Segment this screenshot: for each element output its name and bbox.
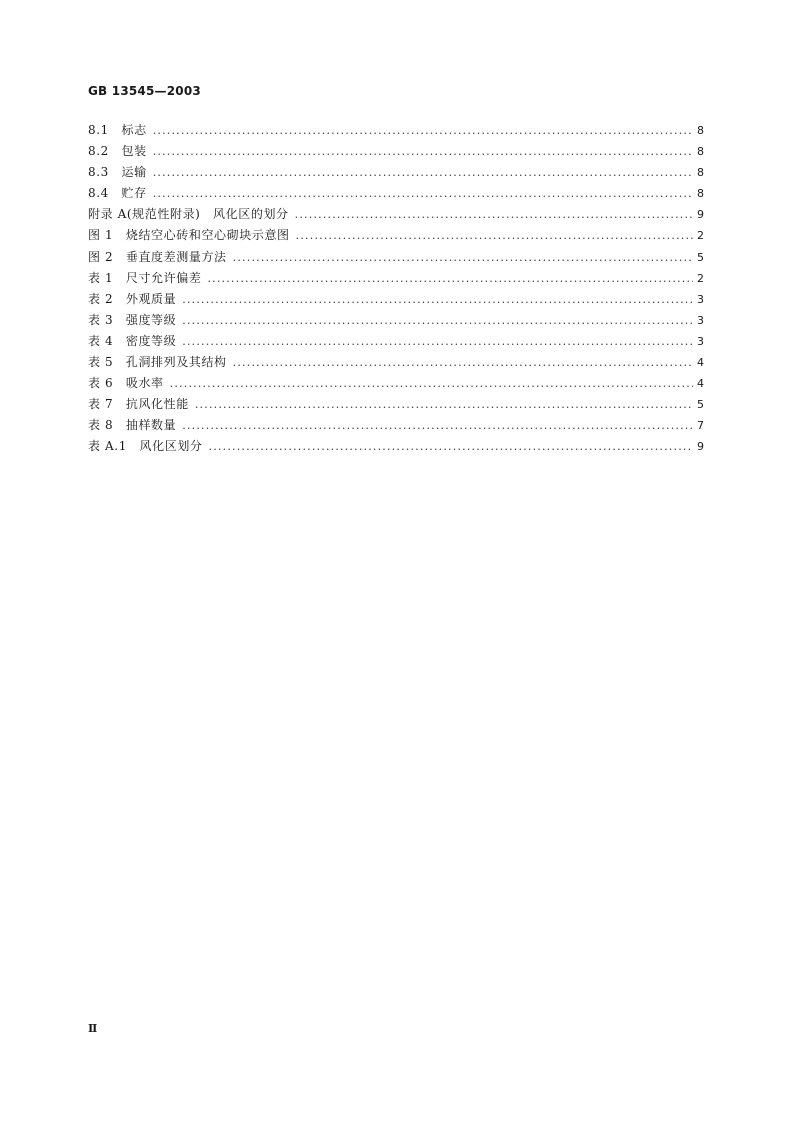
toc-entry-page-number: 3 (697, 292, 704, 306)
page-number: Ⅱ (88, 1022, 98, 1035)
toc-entry-page-number: 8 (697, 124, 704, 137)
toc-entry-title: 表 6 吸水率 (88, 376, 164, 391)
toc-entry[interactable] (88, 225, 704, 246)
toc-entry-title: 图 1 烧结空心砖和空心砌块示意图 (88, 228, 290, 243)
toc-entry-page-number: 5 (697, 398, 704, 412)
toc-entry-page-number: 7 (697, 419, 704, 433)
toc-entry[interactable] (88, 352, 704, 373)
toc-entry[interactable] (88, 268, 704, 289)
toc-entry-title: 8.2 包装 (88, 144, 147, 159)
toc-entry[interactable] (88, 120, 704, 141)
toc-entry-page-number: 4 (697, 377, 704, 391)
toc-entry-title: 表 5 孔洞排列及其结构 (88, 355, 227, 370)
toc-entry[interactable] (88, 204, 704, 225)
toc-entry[interactable] (88, 310, 704, 331)
toc-dot-leader (233, 352, 693, 373)
toc-entry-page-number: 5 (697, 250, 704, 264)
toc-entry-title: 表 1 尺寸允许偏差 (88, 270, 202, 285)
toc-entry-title: 8.1 标志 (88, 123, 147, 137)
toc-dot-leader (182, 310, 693, 331)
toc-entry-page-number: 2 (697, 229, 704, 243)
toc-dot-leader (209, 436, 693, 457)
toc-entry-page-number: 8 (697, 187, 704, 201)
toc-entry-page-number: 2 (697, 271, 704, 285)
toc-entry-title: 8.4 贮存 (88, 186, 147, 201)
toc-entry[interactable] (88, 162, 704, 183)
toc-dot-leader (296, 225, 693, 246)
toc-entry-title: 附录 A(规范性附录) 风化区的划分 (88, 207, 289, 222)
toc-dot-leader (182, 331, 693, 352)
toc-entry-page-number: 9 (697, 208, 704, 222)
toc-entry[interactable] (88, 415, 704, 436)
toc-entry[interactable] (88, 394, 704, 415)
toc-dot-leader (153, 120, 693, 141)
toc-dot-leader (153, 162, 693, 183)
toc-entry[interactable] (88, 141, 704, 162)
toc-entry[interactable] (88, 247, 704, 268)
toc-dot-leader (233, 247, 693, 268)
toc-entry-page-number: 9 (697, 440, 704, 454)
toc-entry-title: 表 A.1 风化区划分 (88, 439, 203, 454)
toc-dot-leader (207, 268, 693, 289)
toc-dot-leader (170, 373, 693, 394)
toc-entry[interactable] (88, 331, 704, 352)
toc-entry-page-number: 8 (697, 166, 704, 180)
toc-entry-title: 表 3 强度等级 (88, 312, 177, 327)
table-of-contents (88, 120, 704, 458)
toc-dot-leader (182, 415, 693, 436)
toc-entry-title: 表 8 抽样数量 (88, 418, 177, 433)
toc-dot-leader (195, 394, 693, 415)
toc-entry-page-number: 3 (697, 334, 704, 348)
toc-entry-title: 图 2 垂直度差测量方法 (88, 249, 227, 264)
toc-entry-title: 表 4 密度等级 (88, 333, 177, 348)
toc-dot-leader (182, 289, 693, 310)
toc-entry[interactable] (88, 373, 704, 394)
toc-entry[interactable] (88, 289, 704, 310)
toc-entry-title: 表 2 外观质量 (88, 291, 177, 306)
standard-code-header: GB 13545—2003 (88, 84, 201, 98)
toc-entry-page-number: 4 (697, 356, 704, 370)
toc-entry[interactable] (88, 436, 704, 457)
toc-entry[interactable] (88, 183, 704, 204)
toc-dot-leader (153, 183, 693, 204)
toc-entry-page-number: 8 (697, 145, 704, 159)
toc-dot-leader (153, 141, 693, 162)
toc-entry-title: 8.3 运输 (88, 165, 147, 180)
toc-dot-leader (295, 204, 693, 225)
toc-entry-title: 表 7 抗风化性能 (88, 397, 189, 412)
toc-entry-page-number: 3 (697, 313, 704, 327)
